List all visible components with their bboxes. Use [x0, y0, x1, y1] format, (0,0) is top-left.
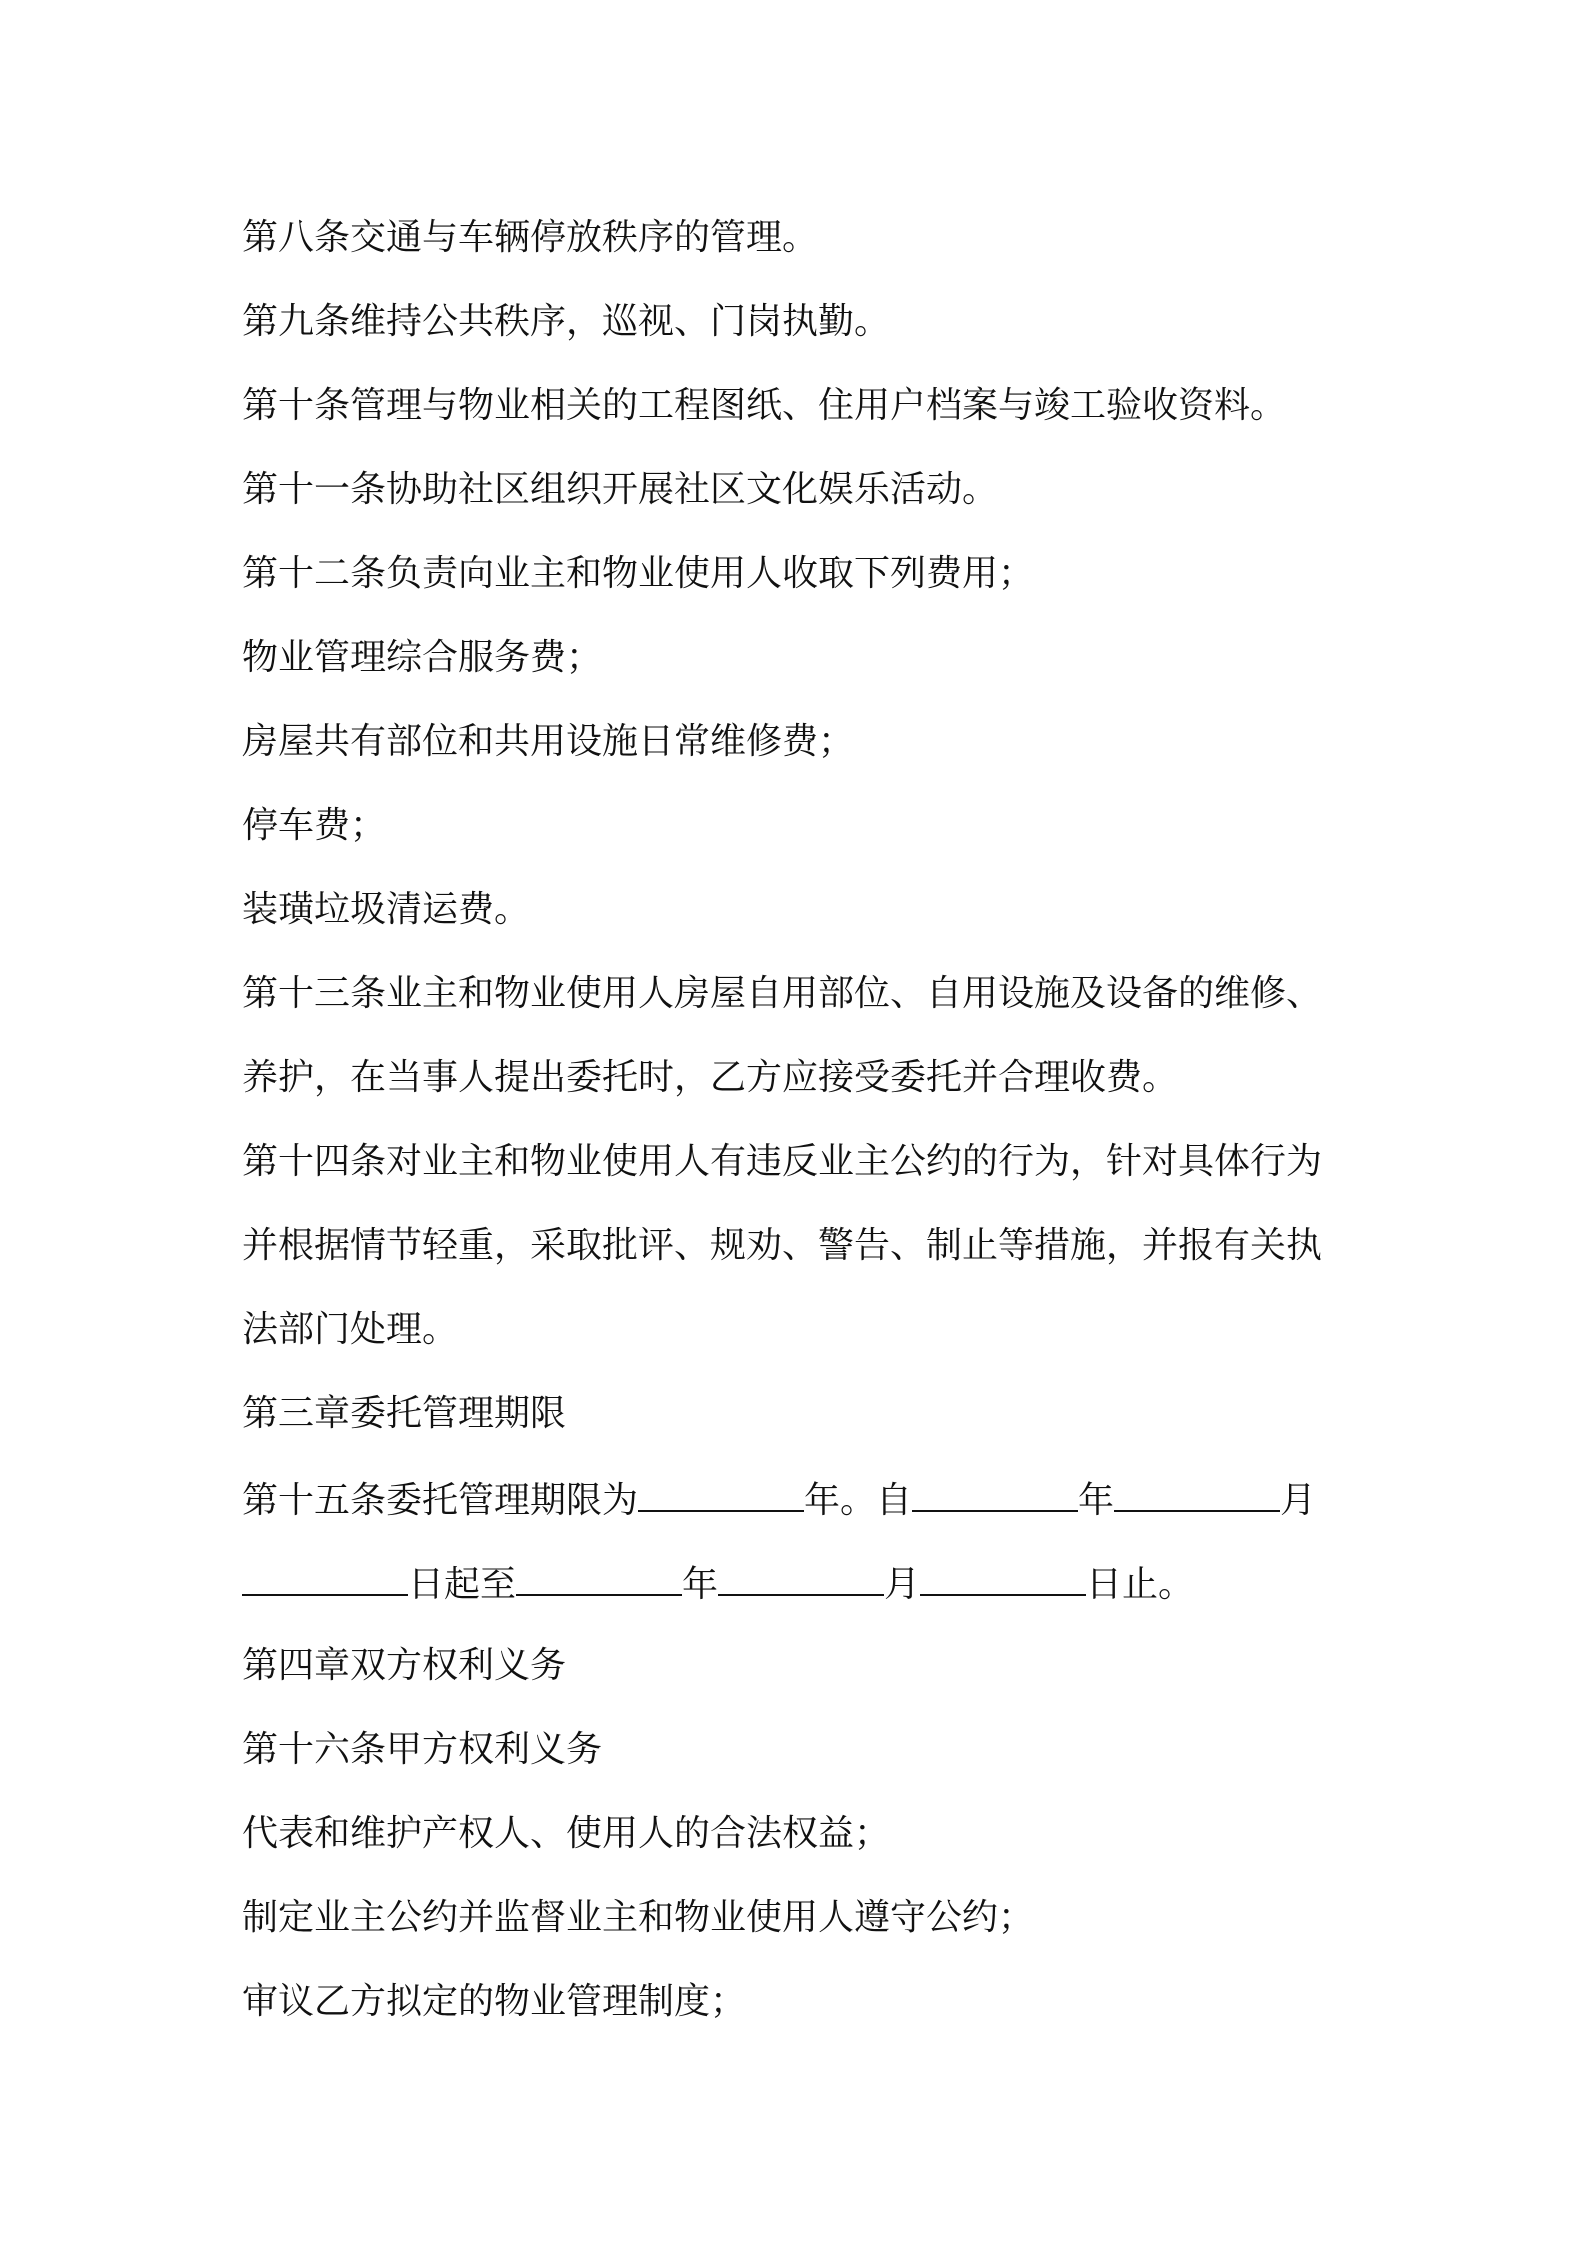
article-15-continuation — [242, 1540, 1352, 1624]
blank-start-year[interactable] — [912, 1456, 1078, 1512]
term-text: 月 — [1280, 1480, 1317, 1521]
party-a-duty-line: 代表和维护产权人、使用人的合法权益； — [242, 1813, 891, 1854]
article-11-line: 第十一条协助社区组织开展社区文化娱乐活动。 — [242, 469, 999, 510]
blank-years[interactable] — [638, 1456, 804, 1512]
article-10-line: 第十条管理与物业相关的工程图纸、住用户档案与竣工验收资料。 — [242, 385, 1287, 426]
blank-start-month[interactable] — [1114, 1456, 1280, 1512]
article-13-line: 第十三条业主和物业使用人房屋自用部位、自用设施及设备的维修、 — [242, 973, 1323, 1014]
term-text: 月 — [884, 1564, 921, 1605]
chapter-4-heading: 第四章双方权利义务 — [242, 1645, 567, 1686]
term-text: 年 — [682, 1564, 719, 1605]
term-prefix: 第十五条委托管理期限为 — [242, 1480, 639, 1521]
article-12-line: 第十二条负责向业主和物业使用人收取下列费用； — [242, 553, 1035, 594]
party-a-duty-line: 审议乙方拟定的物业管理制度； — [242, 1981, 747, 2022]
article-9-line: 第九条维持公共秩序，巡视、门岗执勤。 — [242, 301, 891, 342]
document-body — [242, 196, 1352, 2044]
blank-end-day[interactable] — [920, 1540, 1086, 1596]
blank-end-year[interactable] — [516, 1540, 682, 1596]
fee-item-line: 物业管理综合服务费； — [242, 637, 603, 678]
article-14-continuation: 法部门处理。 — [242, 1309, 459, 1350]
fee-item-line: 装璜垃圾清运费。 — [242, 889, 531, 930]
fee-item-line: 房屋共有部位和共用设施日常维修费； — [242, 721, 855, 762]
article-16-heading: 第十六条甲方权利义务 — [242, 1729, 603, 1770]
fee-item-line: 停车费； — [242, 805, 387, 846]
term-text: 年 — [1078, 1480, 1115, 1521]
article-14-continuation: 并根据情节轻重，采取批评、规劝、警告、制止等措施，并报有关执 — [242, 1225, 1323, 1266]
term-text: 日止。 — [1086, 1564, 1195, 1605]
term-text: 日起至 — [408, 1564, 517, 1605]
article-14-line: 第十四条对业主和物业使用人有违反业主公约的行为，针对具体行为 — [242, 1141, 1323, 1182]
term-text: 年。自 — [804, 1480, 913, 1521]
party-a-duty-line: 制定业主公约并监督业主和物业使用人遵守公约； — [242, 1897, 1035, 1938]
article-8-line: 第八条交通与车辆停放秩序的管理。 — [242, 217, 819, 258]
article-15-line — [242, 1456, 1352, 1540]
chapter-3-heading: 第三章委托管理期限 — [242, 1393, 567, 1434]
blank-start-day[interactable] — [242, 1540, 408, 1596]
article-13-continuation: 养护，在当事人提出委托时，乙方应接受委托并合理收费。 — [242, 1057, 1179, 1098]
blank-end-month[interactable] — [718, 1540, 884, 1596]
